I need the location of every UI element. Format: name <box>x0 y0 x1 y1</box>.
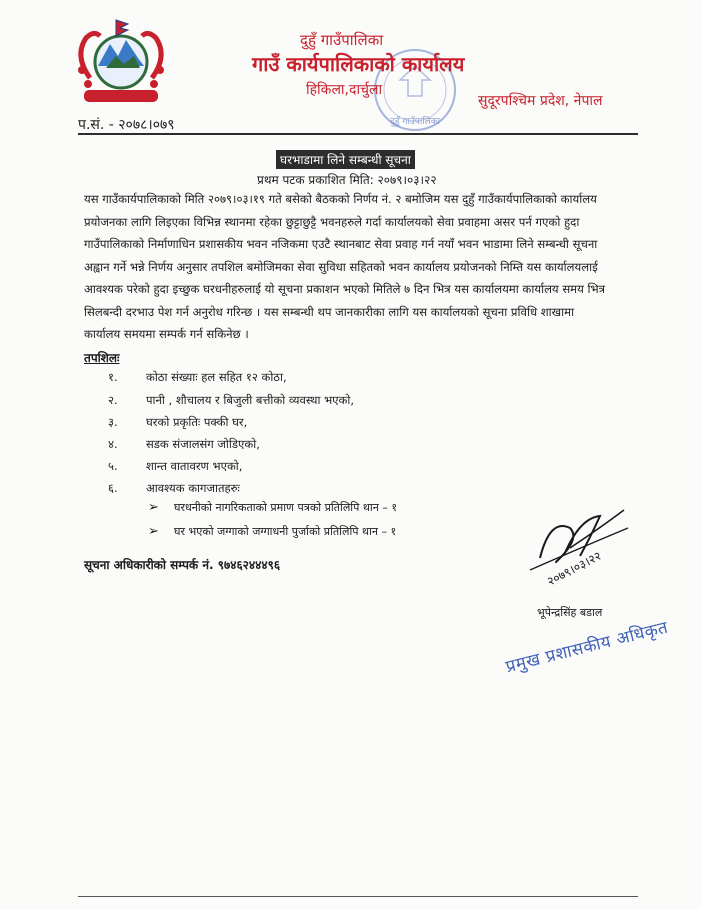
handwritten-signature <box>520 498 632 594</box>
province-country: सुदूरपश्चिम प्रदेश, नेपाल <box>478 93 603 109</box>
nepal-emblem-logo <box>68 16 174 108</box>
publication-date: प्रथम पटक प्रकाशित मिति: २०७९।०३।२२ <box>257 173 437 187</box>
body-line: सिलबन्दी दरभाउ पेश गर्न अनुरोध गरिन्छ । यस सम्बन्धी थप जानकारीका लागि यस कार्यालयको सूचना प्रविधि शाखामा <box>84 304 575 319</box>
detail-item: ५. शान्त वातावरण भएको, <box>108 459 243 473</box>
body-line: यस गाउँकार्यपालिकाको मिति २०७९।०३।१९ गते बसेको बैठकको निर्णय नं. २ बमोजिम यस दुहुँ गाउँकार्यपालिकाको कार्यालय <box>84 192 597 206</box>
header-divider <box>78 133 638 135</box>
office-address: हिकिला,दार्चुला <box>306 82 383 98</box>
detail-item: ३. घरको प्रकृतिः पक्की घर, <box>108 415 248 429</box>
body-line: आवश्यक परेको हुदा इच्छुक घरधनीहरुलाई यो सूचना प्रकाशन भएको मितिले ७ दिन भित्र यस कार्यालयमा कार्यालय समय भित्र <box>84 282 606 296</box>
designation-stamp: प्रमुख प्रशासकीय अधिकृत <box>503 617 671 678</box>
office-name: गाउँ कार्यपालिकाको कार्यालय <box>252 52 465 76</box>
detail-item: ६. आवश्यक कागजातहरुः <box>108 481 240 495</box>
detail-item: ४. सडक संजालसंग जोडिएको, <box>108 437 260 451</box>
seal-text: दुहुँ गाउँपालिका <box>390 117 440 127</box>
document-subitem: ➢ घरधनीको नागरिकताको प्रमाण पत्रको प्रतिलिपि थान – १ <box>148 500 398 515</box>
notice-title: घरभाडामा लिने सम्बन्धी सूचना <box>276 150 415 169</box>
reference-number: प.सं. - २०७८।०७९ <box>78 117 175 133</box>
body-line: प्रयोजनका लागि लिइएका विभिन्न स्थानमा रहेका छुट्टाछुट्टै भवनहरुले गर्दा कार्यालयको सेवा प्रवाहमा असर पर्न गएको हुदा <box>84 214 580 229</box>
signatory-name: भूपेन्द्रसिंह बडाल <box>537 606 603 619</box>
notice-body <box>84 188 644 346</box>
contact-number: सूचना अधिकारीको सम्पर्क नं. ९७४६२४४४९६ <box>84 558 281 572</box>
detail-item: २. पानी , शौचालय र बिजुली बत्तीको व्यवस्था भएको, <box>108 393 354 407</box>
body-line: कार्यालय समयमा सम्पर्क गर्न सकिनेछ । <box>84 327 249 341</box>
municipality-name: दुहुँ गाउँपालिका <box>300 31 384 49</box>
details-heading: तपशिलः <box>84 351 120 365</box>
detail-item: १. कोठा संख्याः हल सहित १२ कोठा, <box>108 370 287 384</box>
body-line: अह्वान गर्ने भन्ने निर्णय अनुसार तपशिल बमोजिमका सेवा सुविधा सहितको भवन कार्यालय प्रयोजनको निम्ति यस कार्यालयलाई <box>84 259 598 274</box>
body-line: गाउँपालिकाको निर्माणाधिन प्रशासकीय भवन नजिकमा एउटै स्थानबाट सेवा प्रवाह गर्न नयाँ भवन भाडामा लिने सम्बन्धी सूचना <box>84 237 598 251</box>
document-subitem: ➢ घर भएको जग्गाको जग्गाधनी पुर्जाको प्रतिलिपि थान – १ <box>148 524 397 539</box>
arrow-bullet-icon: ➢ <box>148 524 159 539</box>
arrow-bullet-icon: ➢ <box>148 500 159 515</box>
signature-date-text: २०७९।०३।२२ <box>544 548 604 589</box>
footer-divider <box>78 896 638 897</box>
